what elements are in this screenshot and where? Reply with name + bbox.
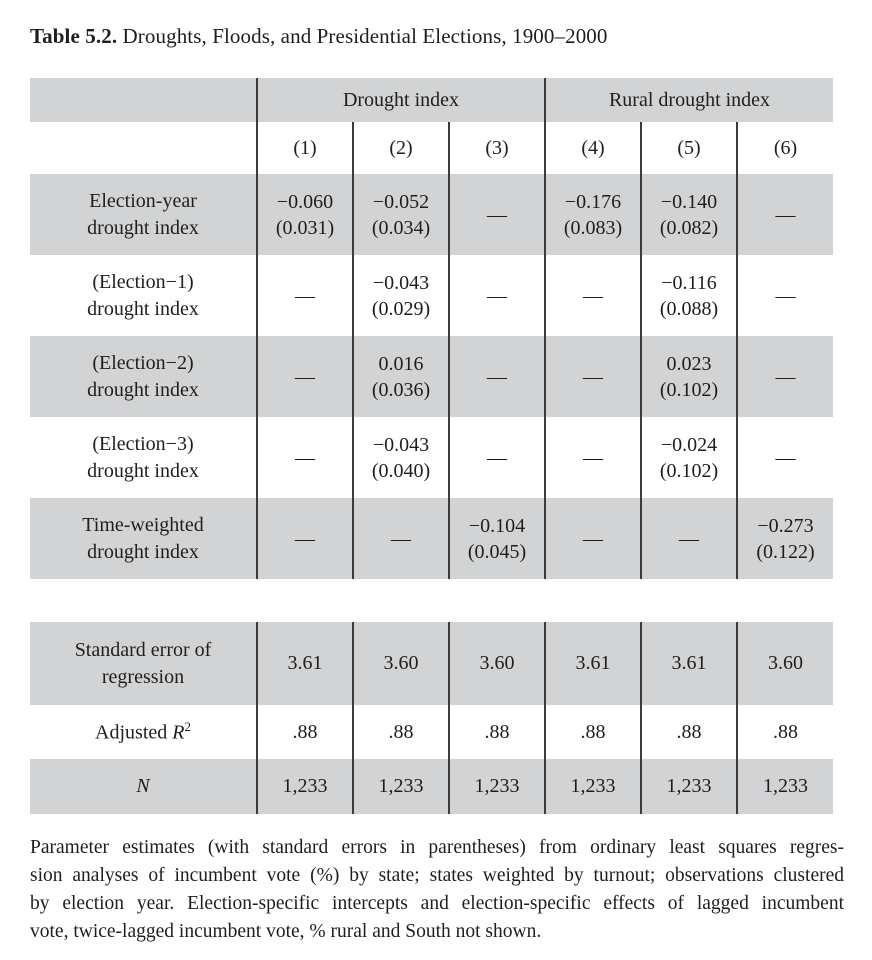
table-row-standard-error [30, 622, 833, 705]
cell: — [641, 498, 737, 579]
table-row-n [30, 759, 833, 814]
table-row-adjusted-r-squared [30, 705, 833, 759]
cell: — [353, 498, 449, 579]
column-header-3: (3) [449, 122, 545, 174]
footnote-line: by election year. Election-specific intercepts and election-specific effects of lagged incumbent [30, 893, 844, 914]
cell: — [545, 336, 641, 417]
cell: — [257, 498, 353, 579]
group-header-rural-drought-index: Rural drought index [545, 78, 833, 122]
cell: .88 [545, 705, 641, 759]
table-number: Table 5.2. [30, 24, 118, 48]
cell: — [737, 174, 833, 255]
group-header-row [30, 78, 833, 122]
cell: — [449, 174, 545, 255]
cell: 1,233 [257, 759, 353, 814]
cell: 3.61 [545, 622, 641, 705]
cell: — [545, 417, 641, 498]
cell: .88 [449, 705, 545, 759]
cell: — [449, 336, 545, 417]
cell: 0.023 (0.102) [641, 336, 737, 417]
cell: −0.104 (0.045) [449, 498, 545, 579]
cell: −0.140 (0.082) [641, 174, 737, 255]
regression-coefficients-table [30, 78, 833, 579]
cell: −0.176 (0.083) [545, 174, 641, 255]
table-row-election-year [30, 174, 833, 255]
table-row-election-minus-2 [30, 336, 833, 417]
cell: 1,233 [353, 759, 449, 814]
row-label: (Election−3) drought index [87, 432, 199, 482]
cell: — [737, 255, 833, 336]
cell: −0.043 (0.029) [353, 255, 449, 336]
regression-statistics-table [30, 622, 833, 814]
footnote-line: vote, twice-lagged incumbent vote, % rural and South not shown. [30, 921, 542, 942]
cell: 3.60 [353, 622, 449, 705]
cell: −0.116 (0.088) [641, 255, 737, 336]
row-label: N [30, 759, 257, 814]
cell: −0.043 (0.040) [353, 417, 449, 498]
cell: 3.60 [449, 622, 545, 705]
row-label: Standard error of regression [30, 622, 257, 705]
column-header-2: (2) [353, 122, 449, 174]
cell: −0.273 (0.122) [737, 498, 833, 579]
cell: 3.61 [641, 622, 737, 705]
table-title-text: Droughts, Floods, and Presidential Elections, 1900–2000 [122, 24, 608, 48]
row-label: Election-year drought index [30, 174, 257, 255]
table-row-time-weighted [30, 498, 833, 579]
cell: 0.016 (0.036) [353, 336, 449, 417]
cell: −0.024 (0.102) [641, 417, 737, 498]
cell: — [449, 417, 545, 498]
column-header-1: (1) [257, 122, 353, 174]
cell: — [257, 417, 353, 498]
cell: 3.60 [737, 622, 833, 705]
table-row-election-minus-3 [30, 417, 833, 498]
cell: 1,233 [449, 759, 545, 814]
cell: — [449, 255, 545, 336]
cell: — [257, 255, 353, 336]
cell: 1,233 [737, 759, 833, 814]
group-header-drought-index: Drought index [257, 78, 545, 122]
column-header-4: (4) [545, 122, 641, 174]
table-row-election-minus-1 [30, 255, 833, 336]
cell: — [737, 417, 833, 498]
column-header-5: (5) [641, 122, 737, 174]
cell: — [545, 498, 641, 579]
cell: — [545, 255, 641, 336]
cell: — [737, 336, 833, 417]
cell: 1,233 [641, 759, 737, 814]
cell: 3.61 [257, 622, 353, 705]
row-label: (Election−2) drought index [30, 336, 257, 417]
footnote-line: sion analyses of incumbent vote (%) by state; states weighted by turnout; observations clustered [30, 865, 844, 886]
row-label: Time-weighted drought index [30, 498, 257, 579]
table-footnote [30, 834, 844, 946]
row-label: (Election−1) drought index [87, 270, 199, 320]
column-number-row [30, 122, 833, 174]
cell: .88 [353, 705, 449, 759]
cell: 1,233 [545, 759, 641, 814]
cell: .88 [257, 705, 353, 759]
cell: — [257, 336, 353, 417]
group-header-empty-cell [30, 78, 257, 122]
cell: −0.052 (0.034) [353, 174, 449, 255]
footnote-line: Parameter estimates (with standard errors in parentheses) from ordinary least squares regres- [30, 837, 844, 858]
cell: .88 [641, 705, 737, 759]
cell: .88 [737, 705, 833, 759]
table-title [30, 24, 608, 49]
column-number-empty-cell [30, 122, 257, 174]
row-label: Adjusted $R^2$ [95, 719, 191, 744]
column-header-6: (6) [737, 122, 833, 174]
cell: −0.060 (0.031) [257, 174, 353, 255]
